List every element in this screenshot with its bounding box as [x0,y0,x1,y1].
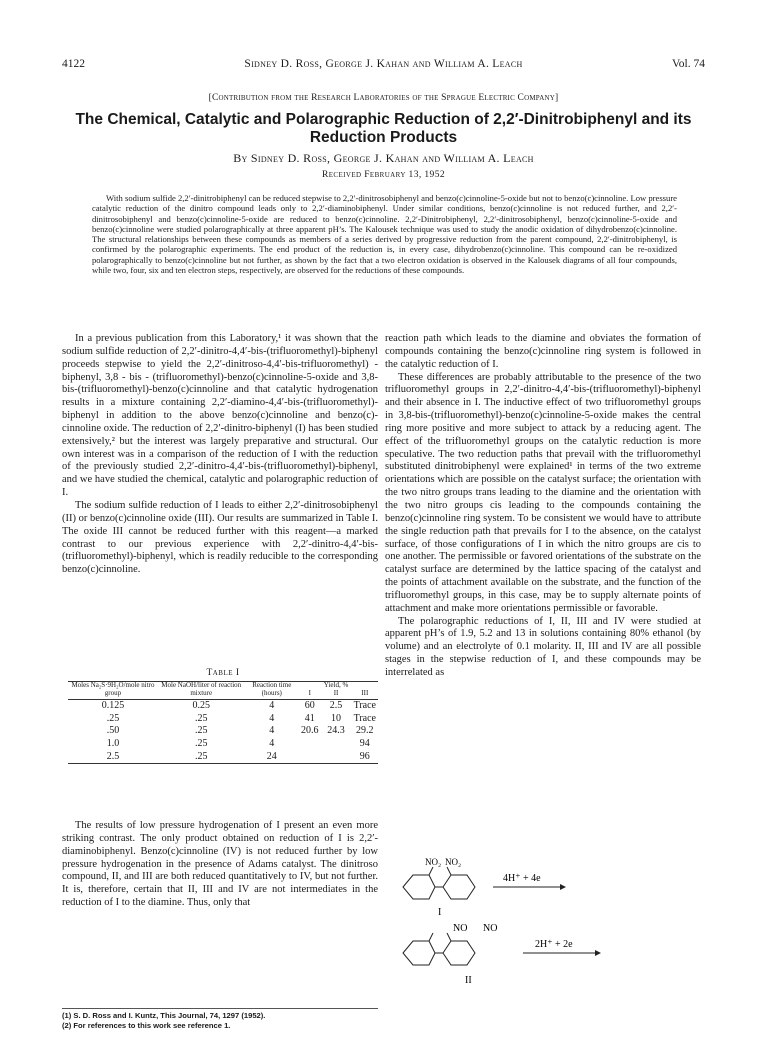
table-cell: 0.125 [101,700,125,712]
table-header-cell: I [299,682,321,700]
table-caption: Table I [206,668,240,678]
left-paragraph-1: In a previous publication from this Laboratory,¹ it was shown that the sodium sulfide reduction of 2,2′-dinitro-4,4′-bis-(trifluoromethyl)-biphenyl proceeds stepwise to yield the 2,2′-dinitroso-4,4′-bis-trifluoromethyl) - biphenyl, 3,8 - bis - (trifluoromethyl)-benzo(c)cinnoline-5-oxide and 3,8-bis-(trifluoromethyl)-benzo(c)cinnoline and that catalytic hydrogenation results in a mixture containing 2,2′-diamino-4,4′-bis-(trifluoromethyl)-biphenyl in addition to the above benzo(c)cinnoline and benzo(c)-cinnoline oxide. The reduction of 2,2′-dinitro-biphenyl (I) has been studied extensively,² but the interest was largely preparative and structural. Our own interest was in a comparison of the reduction of I with the reduction of the previously studied 2,2′-dinitro-4,4′-bis-(trifluoromethyl)-biphenyl, and we have studied the chemical, catalytic and polarographic reduction of I. [62,333,378,499]
reaction-arrow-2-head [595,950,601,956]
right-paragraph-3: The polarographic reductions of I, II, III and IV were studied at apparent pH’s of 1.9, 5.2 and 13 in solutions containing 80% ethanol (by volume) and an electrolyte of 0.1 molarity. II, III and IV are all possible stages in the stepwise reduction of I, and these compounds may be interrelated as [385,615,701,678]
table-cell: Trace [353,700,376,712]
table-header-cell: Mole NaOH/liter of reaction mixture [158,682,245,700]
footnote-1: (1) S. D. Ross and I. Kuntz, This Journal, 74, 1297 (1952). [62,1011,266,1020]
right-column [385,333,701,680]
table-cell: 0.25 [192,700,210,712]
table-header-cell: Yield, % II [321,682,352,700]
table-cell: 4 [269,725,275,737]
table-1 [68,668,378,764]
reaction-arrow-1-head [560,884,566,890]
table-cell: 94 [359,737,370,749]
table-header-cell: Moles Na₂S·9H₂O/mole nitro group [68,682,158,700]
table-cell: .50 [106,725,120,737]
compound-label-i: I [438,907,442,918]
table-cell [299,751,321,764]
table-cell: 24 [245,751,300,764]
arrow-2-label: 2H⁺ + 2e [535,939,573,950]
table-header-cell: III [352,682,378,700]
table-row [68,751,378,764]
right-paragraph-2: These differences are probably attributable to the presence of the two trifluoromethyl groups in 2,2′-dinitro-4,4′-bis-(trifluoromethyl)-biphenyl and their absence in I. The inductive effect of two trifluoromethyl groups in 3,8-bis-(trifluoromethyl)-benzo(c)cinnoline-5-oxide makes the central ring more positive and more subject to attack by a reducing agent. The effect of the trifluoromethyl groups on the catalytic reduction is more speculative. The two reduction paths that prevail with the trifluoromethyl substituted dinitrobiphenyl were explained¹ in terms of the two extreme orientations which are possible on the catalyst surface; the orientation with the two nitro groups trans leading to the diamine and the orientation with the two nitro groups cis leading to the compounds containing the benzo(c)cinnoline ring system. To be consistent we would have to attribute the single reduction path that prevails for I to the absence, on the catalyst surface, of those configurations of I in which the nitro groups are cis to one another. The permissible or favored orientations of the substrate on the catalyst surface are determined by the lattice spacing of the catalyst and the points of attachment available on the substrate, and the function of the trifluoromethyl groups, in this case, may be to supply alternate points of attachment and make more orientations permissible or favorable. [385,371,701,614]
contribution-line: [Contribution from the Research Laboratories of the Sprague Electric Company] [208,93,559,103]
received-date: Received February 13, 1952 [321,170,446,180]
no2-left-label: NO₂ [425,857,442,867]
table-cell: 2.5 [329,700,343,712]
table-row [68,738,378,751]
table-cell: .25 [194,712,208,724]
table-cell: .25 [194,725,208,737]
table-cell: 1.0 [106,737,120,749]
left-column [62,333,378,577]
table-cell: 24.3 [327,725,345,737]
footnotes [62,1008,378,1031]
table-cell: .25 [158,751,245,764]
dinitrobiphenyl-structure [403,867,475,899]
compound-label-ii: II [465,975,472,986]
table-header-cell: Reaction time (hours) [245,682,300,700]
table-cell: 20.6 [301,725,319,737]
table-cell: 41 [304,712,315,724]
table-cell: 96 [352,751,378,764]
footnote-2: (2) For references to this work see reference 1. [62,1021,231,1030]
data-table [68,681,378,764]
table-row [68,713,378,726]
no-right-label: NO [483,923,498,934]
table-cell: 10 [331,712,342,724]
table-row [68,725,378,738]
no-left-label: NO [453,923,468,934]
right-paragraph-1: reaction path which leads to the diamine and obviates the formation of compounds containing the benzo(c)cinnoline ring system is followed in the catalytic reduction of I. [385,333,701,370]
no2-right-label: NO₂ [445,857,462,867]
table-cell: 4 [269,737,275,749]
table-cell [321,751,352,764]
table-cell: 4 [269,712,275,724]
table-row [68,700,378,713]
table-cell: 29.2 [356,725,374,737]
paper-title: The Chemical, Catalytic and Polarographic Reduction of 2,2′-Dinitrobiphenyl and its Reduction Products [75,111,692,146]
table-cell: 2.5 [68,751,158,764]
left-paragraph-3: The results of low pressure hydrogenation of I present an even more striking contrast. The only product obtained on reduction of I is 2,2′-diaminobiphenyl. Benzo(c)cinnoline (IV) is not reduced further by low pressure hydrogenation in the presence of Adams catalyst. The dinitroso compound, II, and III are both reduced quantitatively to IV, but not further. It is, therefore, certain that II, III and IV are not intermediates in the reduction of I to the diamine. Thus, only that [62,820,378,909]
volume-number: Vol. 74 [671,58,705,70]
table-cell: 4 [269,700,275,712]
running-header [62,58,705,74]
table-cell [321,738,352,751]
table-cell: .25 [194,737,208,749]
table-cell [299,738,321,751]
page-number: 4122 [62,58,85,70]
author-line: By Sidney D. Ross, George J. Kahan and William A. Leach [233,151,534,165]
abstract: With sodium sulfide 2,2′-dinitrobiphenyl can be reduced stepwise to 2,2′-dinitrosobiphenyl and benzo(c)cinnoline-5-oxide but not to benzo(c)cinnoline. Low pressure catalytic reduction of the dinitro compound leads only to 2,2′-diaminobiphenyl. Under similar conditions, benzo(c)cinnoline is not reduced further, and 2,2′-dinitrosobiphenyl and benzo(c)cinnoline-5-oxide are reduced to benzo(c)cinnoline. 2,2′-Dinitrobiphenyl, 2,2′-dinitrosobiphenyl, benzo(c)cinnoline-5-oxide and benzo(c)cinnoline were studied polarographically at three apparent pH’s. The Kalousek technique was used to study the anodic oxidation of dihydrobenzo(c)cinnoline. The structural relationships between these compounds as members of a series derived by progressive reduction from the parent compound, 2,2′-dinitrobiphenyl, is confirmed by the polarographic experiments. The end product of the reduction is, in every case, dihydrobenzo(c)cinnoline. This compound can be re-oxidized polarographically to benzo(c)cinnoline but not further, as shown by the fact that a two electron oxidation is observed in the Kalousek diagrams of all four compounds, while two, four, six and ten electron steps, respectively, are observed for the reductions of these compounds. [92,193,677,276]
arrow-1-label: 4H⁺ + 4e [503,873,541,884]
left-column-continued [62,820,378,910]
dinitrosobiphenyl-structure [403,933,475,965]
reaction-scheme [395,857,695,987]
table-cell: 60 [304,700,315,712]
running-title: Sidney D. Ross, George J. Kahan and William A. Leach [244,58,523,70]
reaction-scheme-drawing [395,857,695,987]
table-cell: Trace [353,712,376,724]
left-paragraph-2: The sodium sulfide reduction of I leads to either 2,2′-dinitrosobiphenyl (II) or benzo(c)cinnoline oxide (III). Our results are summarized in Table I. The oxide III cannot be reduced further with this reagent—a marked contrast to our previous experience with 2,2′-dinitro-4,4′-bis-(trifluoromethyl)-biphenyl, which is readily reducible to the corresponding benzo(c)cinnoline. [62,499,378,576]
table-cell: .25 [106,712,120,724]
